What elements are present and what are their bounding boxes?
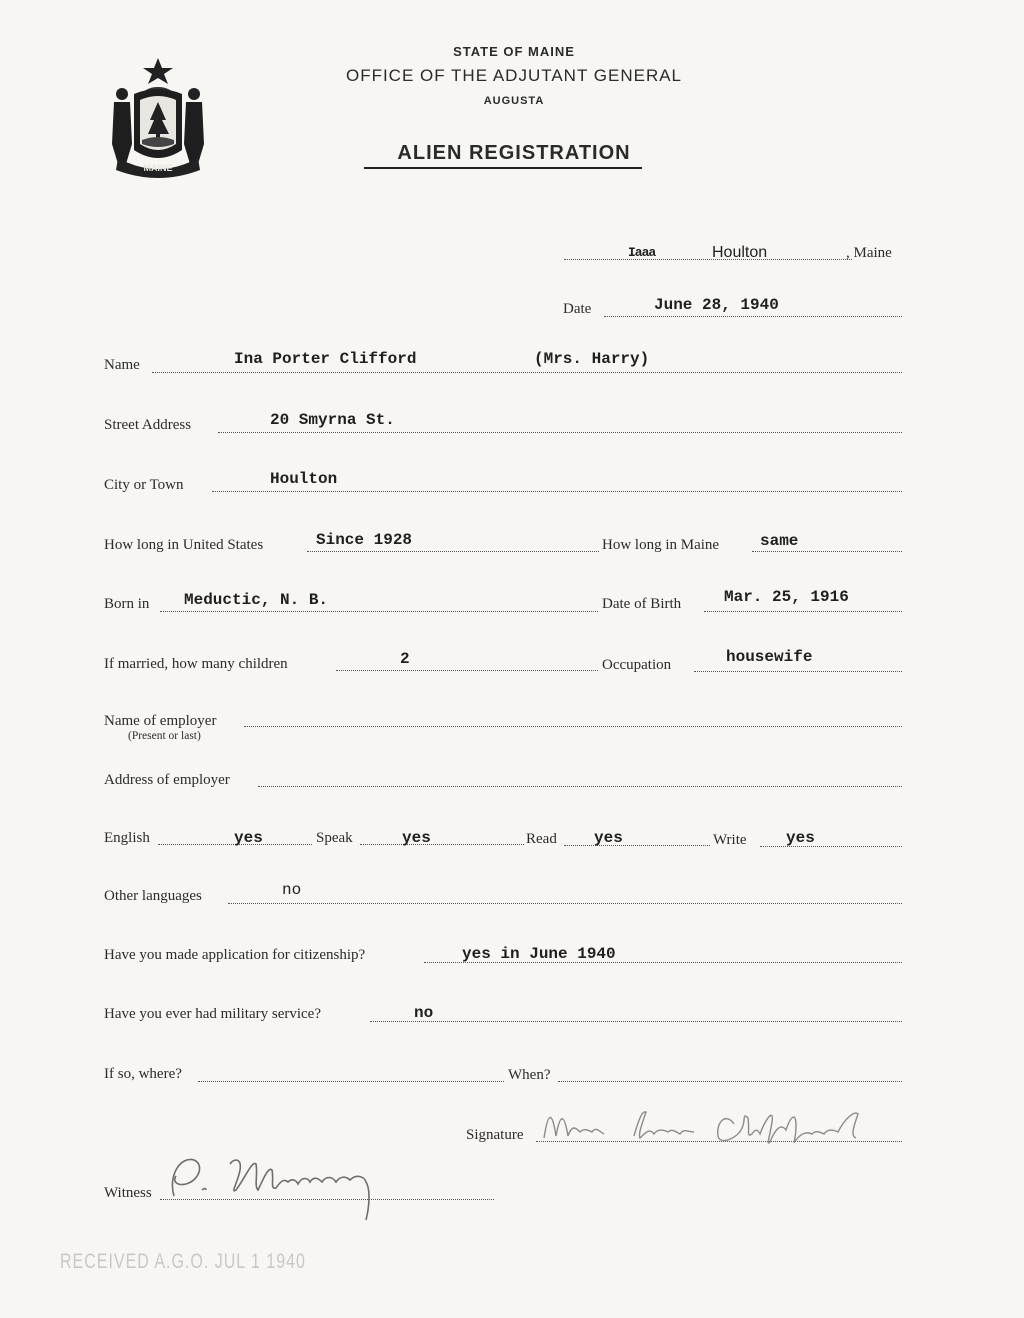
- write-value: yes: [786, 829, 815, 847]
- how-long-us-value: Since 1928: [316, 531, 413, 549]
- name-dotted-line: [152, 372, 902, 373]
- how-long-us-dotted-line: [307, 551, 599, 552]
- form-title: ALIEN REGISTRATION: [397, 142, 631, 164]
- born-in-label: Born in: [104, 596, 150, 612]
- speak-value: yes: [402, 829, 431, 847]
- when-dotted-line: [558, 1081, 902, 1082]
- name-label: Name: [104, 357, 140, 373]
- born-in-value: Meductic, N. B.: [184, 591, 329, 609]
- born-in-dotted-line: [160, 611, 598, 612]
- read-dotted-line: [564, 845, 710, 846]
- place-town-value: Houlton: [712, 244, 768, 261]
- write-label: Write: [713, 832, 747, 848]
- when-label: When?: [508, 1067, 551, 1083]
- employer-name-dotted-line: [244, 726, 902, 727]
- place-struck-value: Iaaa: [628, 245, 656, 260]
- other-languages-value: no: [282, 881, 302, 899]
- employer-address-dotted-line: [258, 786, 902, 787]
- employer-name-label: Name of employer: [104, 713, 217, 729]
- date-label: Date: [563, 301, 592, 317]
- citizenship-label: Have you made application for citizenship?: [104, 947, 366, 963]
- occupation-dotted-line: [694, 671, 902, 672]
- header-office: OFFICE OF THE ADJUTANT GENERAL: [345, 66, 683, 85]
- title-underline: [364, 167, 642, 169]
- other-languages-label: Other languages: [104, 888, 202, 904]
- military-value: no: [414, 1004, 434, 1022]
- signature-label: Signature: [466, 1127, 524, 1143]
- where-label: If so, where?: [104, 1066, 182, 1082]
- witness-signature: [160, 1146, 390, 1226]
- applicant-signature: [534, 1102, 874, 1150]
- date-value: June 28, 1940: [654, 296, 779, 314]
- english-label: English: [104, 830, 150, 846]
- military-dotted-line: [370, 1021, 902, 1022]
- place-state-label: , Maine: [846, 245, 892, 261]
- header-city: AUGUSTA: [483, 95, 545, 107]
- how-long-us-label: How long in United States: [104, 537, 264, 553]
- witness-label: Witness: [104, 1185, 152, 1201]
- name-value: Ina Porter Clifford: [234, 350, 417, 368]
- write-dotted-line: [760, 846, 902, 847]
- employer-name-sublabel: (Present or last): [128, 730, 201, 742]
- occupation-value: housewife: [726, 648, 813, 666]
- read-label: Read: [526, 831, 557, 847]
- street-dotted-line: [218, 432, 902, 433]
- place-dotted-line: [564, 259, 852, 260]
- how-long-maine-label: How long in Maine: [602, 537, 720, 553]
- english-value: yes: [234, 829, 263, 847]
- dob-label: Date of Birth: [602, 596, 682, 612]
- seal-motto-text: MAINE: [143, 163, 173, 173]
- children-value: 2: [400, 650, 410, 668]
- how-long-maine-value: same: [760, 532, 799, 550]
- children-dotted-line: [336, 670, 598, 671]
- name-extra-value: (Mrs. Harry): [534, 350, 650, 368]
- city-dotted-line: [212, 491, 902, 492]
- employer-address-label: Address of employer: [104, 772, 230, 788]
- received-stamp: RECEIVED A.G.O. JUL 1 1940: [60, 1251, 306, 1274]
- speak-dotted-line: [360, 844, 524, 845]
- header-state: STATE OF MAINE: [453, 44, 575, 59]
- speak-label: Speak: [316, 830, 353, 846]
- city-label: City or Town: [104, 477, 184, 493]
- dob-dotted-line: [704, 611, 902, 612]
- street-label: Street Address: [104, 417, 192, 433]
- dob-value: Mar. 25, 1916: [724, 588, 849, 606]
- date-dotted-line: [604, 316, 902, 317]
- city-value: Houlton: [270, 470, 338, 488]
- citizenship-value: yes in June 1940: [462, 945, 616, 963]
- children-label: If married, how many children: [104, 656, 288, 672]
- how-long-maine-dotted-line: [752, 551, 902, 552]
- where-dotted-line: [198, 1081, 504, 1082]
- street-value: 20 Smyrna St.: [270, 411, 395, 429]
- read-value: yes: [594, 829, 623, 847]
- occupation-label: Occupation: [602, 657, 672, 673]
- other-languages-dotted-line: [228, 903, 902, 904]
- military-label: Have you ever had military service?: [104, 1006, 321, 1022]
